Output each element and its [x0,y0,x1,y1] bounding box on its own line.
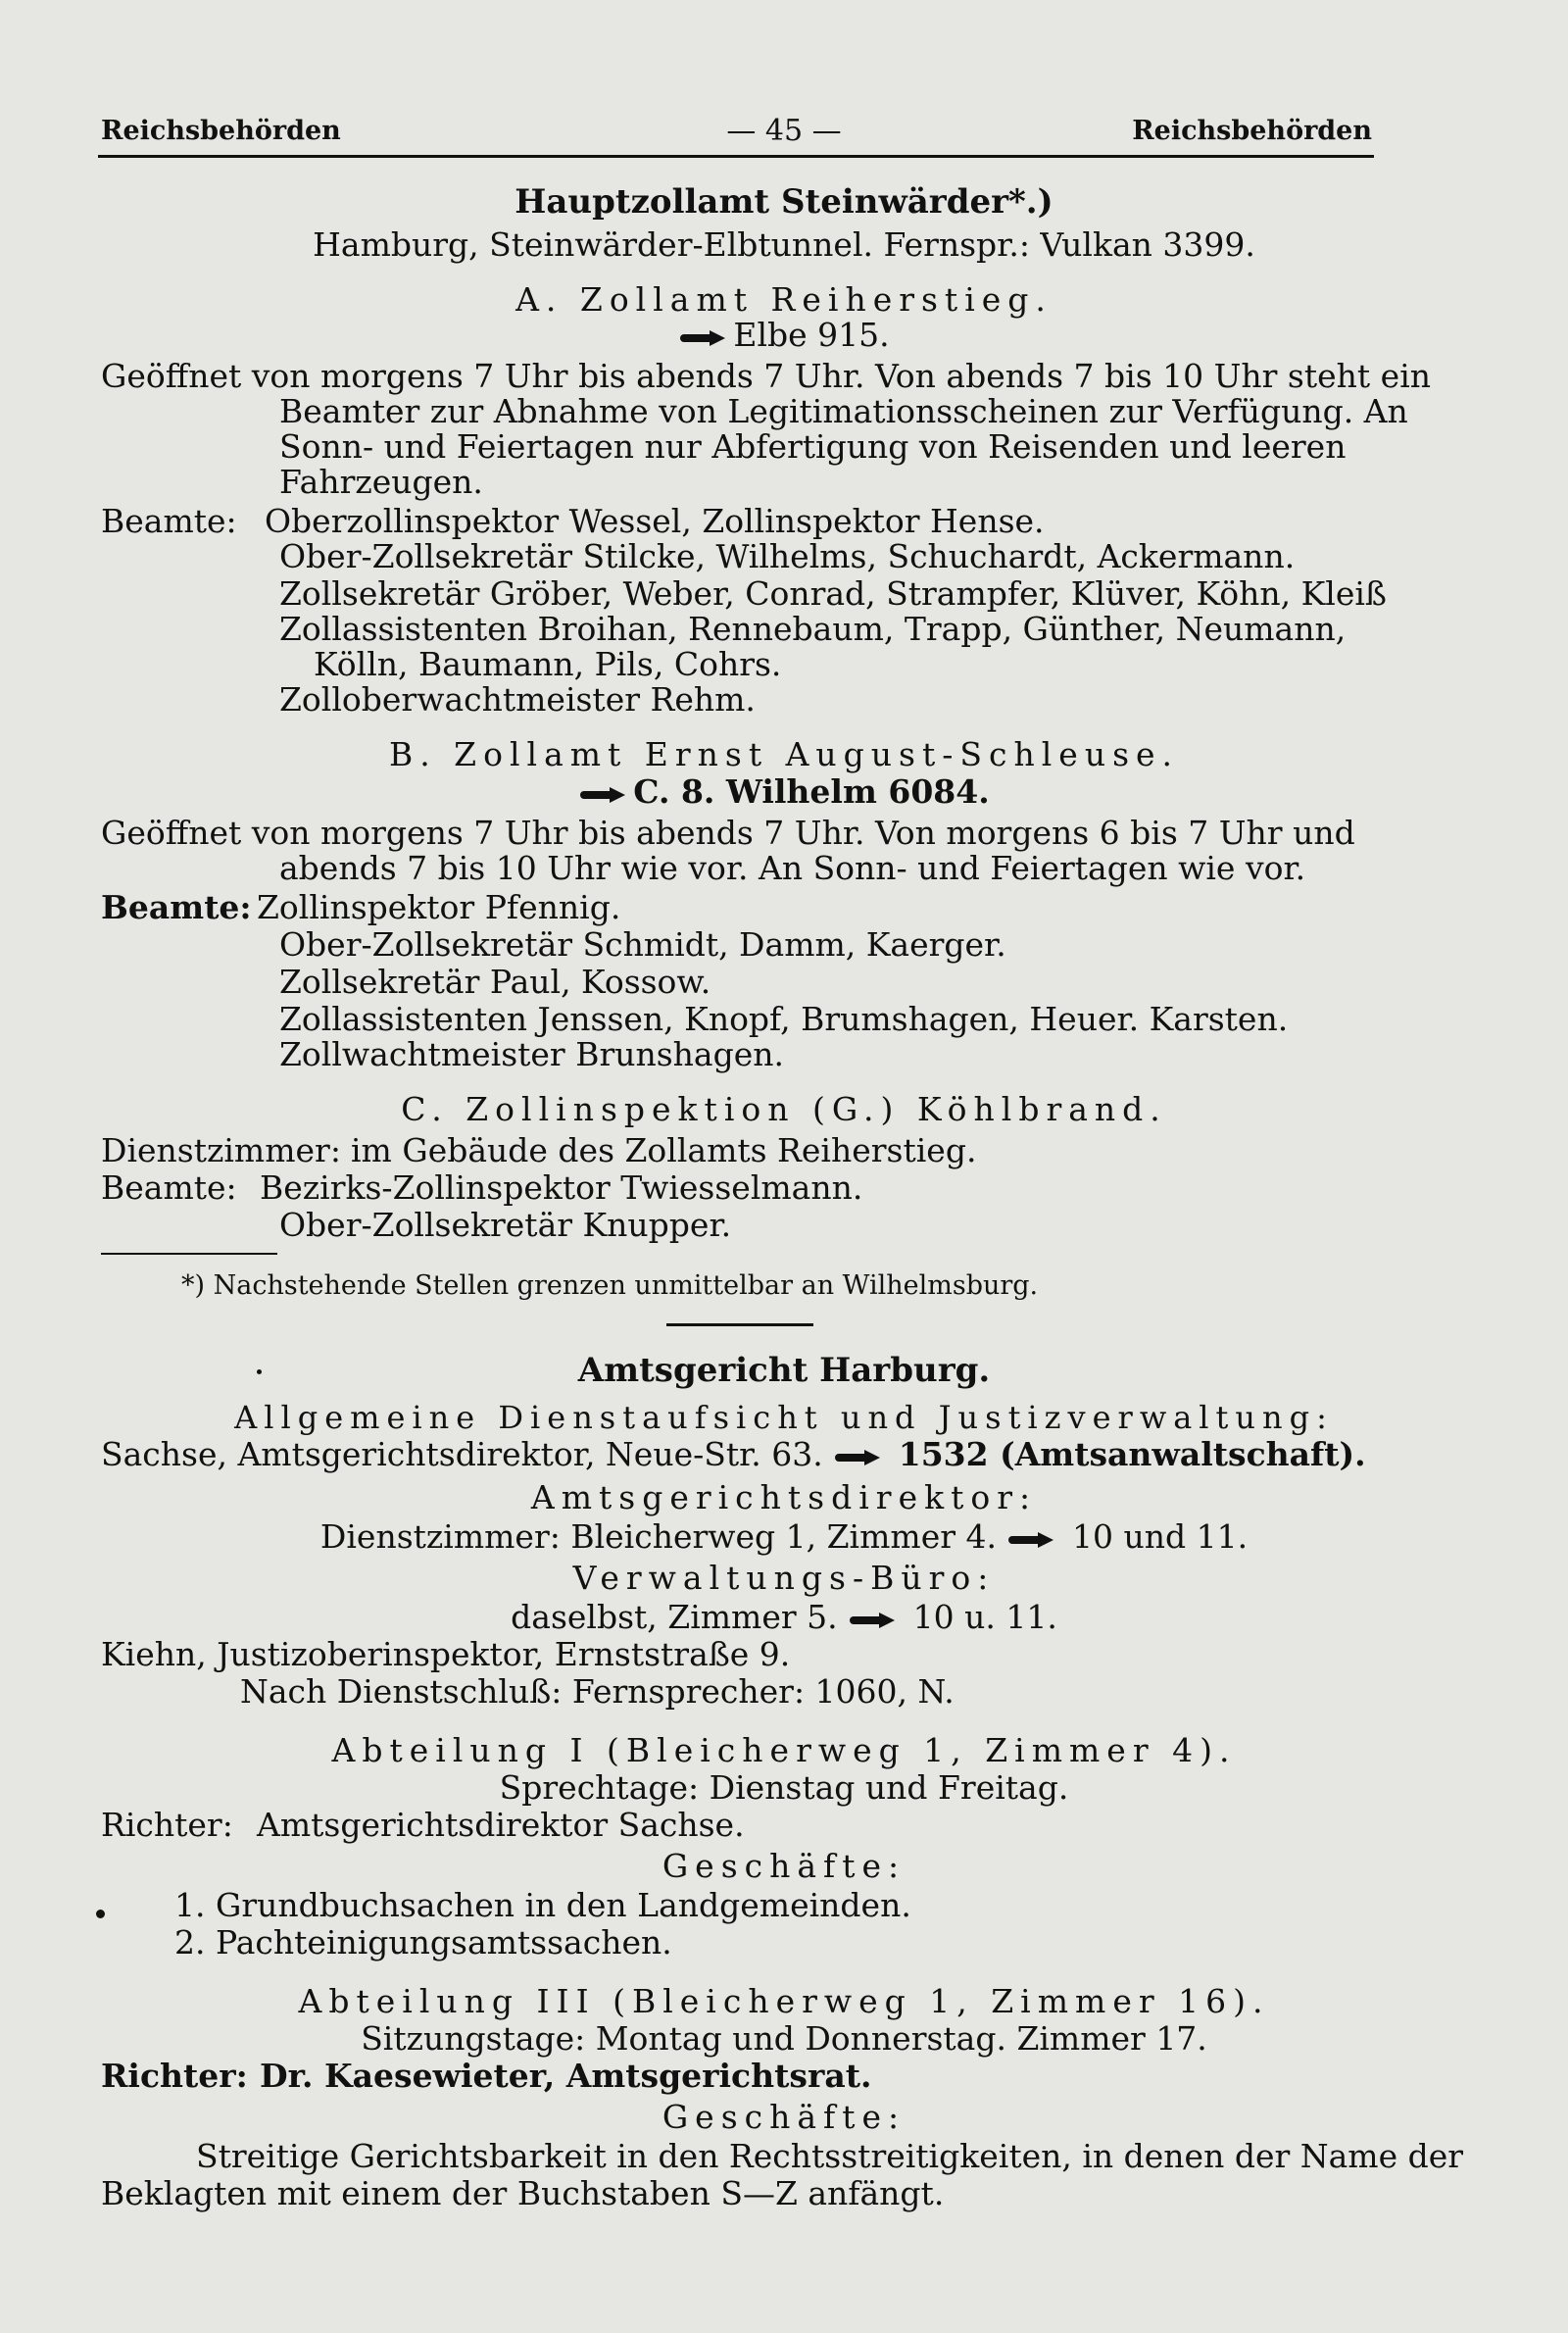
section-title-amtsgericht: Amtsgericht Harburg. [577,1351,991,1390]
staff-line: Zollsekretär Paul, Kossow. [279,963,711,1001]
hauptzollamt-address: Hamburg, Steinwärder-Elbtunnel. Fernspr.: Vulkan 3399. [313,225,1255,264]
nach-dienstschluss-line: Nach Dienstschluß: Fernsprecher: 1060, N. [240,1672,955,1711]
staff-line: Zollassistenten Jenssen, Knopf, Brumshagen, Heuer. Karsten. [279,1000,1289,1038]
geschaefte-heading: Geschäfte: [662,1847,906,1885]
speck-mark [96,1910,105,1918]
geschaefte-text-line: Beklagten mit einem der Buchstaben S—Z anfängt. [101,2174,945,2212]
zollamt-a-hours-line: Geöffnet von morgens 7 Uhr bis abends 7 Uhr. Von abends 7 bis 10 Uhr steht ein [101,357,1431,395]
staff-line: Ober-Zollsekretär Knupper. [279,1206,732,1244]
geschaefte-text-line: Streitige Gerichtsbarkeit in den Rechtsstreitigkeiten, in denen der Name der [196,2137,1464,2175]
sitzungstage-line: Sitzungstage: Montag und Donnerstag. Zimmer 17. [361,2019,1207,2058]
running-header-right: Reichsbehörden [1132,116,1372,146]
zollamt-a-hours-line: Sonn- und Feiertagen nur Abfertigung von Reisenden und leeren [279,427,1347,466]
section-title-hauptzollamt: Hauptzollamt Steinwärder*.) [514,182,1054,222]
beamte-label: Beamte: [101,502,237,540]
staff-line: Kölln, Baumann, Pils, Cohrs. [314,645,782,683]
richter-label: Richter: [101,2057,248,2095]
zollamt-b-heading: B. Zollamt Ernst August-Schleuse. [388,735,1180,773]
staff-line: Oberzollinspektor Wessel, Zollinspektor Hense. [265,502,1045,540]
abteilung-1-heading: Abteilung I (Bleicherweg 1, Zimmer 4). [331,1731,1237,1769]
beamte-label: Beamte: [101,888,252,926]
page-number: — 45 — [726,114,842,148]
staff-line: Zollsekretär Gröber, Weber, Conrad, Strampfer, Klüver, Köhn, Kleiß [279,574,1387,613]
buero-heading: Verwaltungs-Büro: [572,1559,996,1597]
zollamt-b-hours-line: abends 7 bis 10 Uhr wie vor. An Sonn- und Feiertagen wie vor. [279,849,1306,887]
staff-line: Zollinspektor Pfennig. [257,888,621,926]
header-rule [98,155,1374,158]
geschaefte-heading: Geschäfte: [662,2098,906,2136]
buero-line: daselbst, Zimmer 5. 10 u. 11. [511,1598,1057,1636]
direktor-heading: Amtsgerichtsdirektor: [530,1478,1038,1516]
telephone-arrow-icon [850,1613,897,1626]
telephone-arrow-icon [1008,1532,1055,1546]
aufsicht-line: Sachse, Amtsgerichtsdirektor, Neue-Str. 63. 1532 (Amtsanwaltschaft). [101,1435,1366,1473]
richter-value: Dr. Kaesewieter, Amtsgerichtsrat. [260,2057,872,2095]
richter-label: Richter: [101,1806,233,1844]
richter-value: Amtsgerichtsdirektor Sachse. [257,1806,745,1844]
staff-line: Zolloberwachtmeister Rehm. [279,680,756,719]
staff-line: Zollwachtmeister Brunshagen. [279,1035,784,1073]
staff-line: Bezirks-Zollinspektor Twiesselmann. [260,1168,863,1207]
telephone-arrow-icon [580,787,627,801]
footnote: *) Nachstehende Stellen grenzen unmittelbar an Wilhelmsburg. [181,1270,1039,1301]
section-divider [666,1323,813,1326]
list-item: 1. Grundbuchsachen in den Landgemeinden. [174,1886,911,1924]
zollinspektion-c-heading: C. Zollinspektion (G.) Köhlbrand. [401,1090,1167,1128]
beamte-label: Beamte: [101,1168,237,1207]
telephone-arrow-icon [680,330,727,344]
zollamt-a-hours-line: Beamter zur Abnahme von Legitimationsscheinen zur Verfügung. An [279,392,1408,430]
zollamt-a-hours-line: Fahrzeugen. [279,463,483,501]
abteilung-3-heading: Abteilung III (Bleicherweg 1, Zimmer 16). [298,1982,1270,2020]
staff-line: Ober-Zollsekretär Stilcke, Wilhelms, Schuchardt, Ackermann. [279,537,1296,575]
sprechtage-line: Sprechtage: Dienstag und Freitag. [499,1768,1069,1807]
dienstzimmer-value: im Gebäude des Zollamts Reiherstieg. [351,1131,977,1169]
zollamt-b-hours-line: Geöffnet von morgens 7 Uhr bis abends 7 Uhr. Von morgens 6 bis 7 Uhr und [101,814,1355,852]
staff-line: Zollassistenten Broihan, Rennebaum, Trapp, Günther, Neumann, [279,610,1347,648]
zollamt-a-phone: Elbe 915. [0,316,1568,355]
zollamt-a-heading: A. Zollamt Reiherstieg. [515,280,1053,319]
direktor-line: Dienstzimmer: Bleicherweg 1, Zimmer 4. 10 und 11. [319,1517,1249,1556]
kiehn-line: Kiehn, Justizoberinspektor, Ernststraße 9. [101,1635,791,1673]
aufsicht-heading: Allgemeine Dienstaufsicht und Justizverwaltung: [234,1399,1334,1436]
dienstzimmer-label: Dienstzimmer: [101,1131,341,1169]
footnote-rule [101,1253,277,1255]
list-item: 2. Pachteinigungsamtssachen. [174,1923,672,1961]
running-header-left: Reichsbehörden [101,116,341,146]
telephone-arrow-icon [835,1450,882,1464]
zollamt-b-phone: C. 8. Wilhelm 6084. [0,772,1568,812]
staff-line: Ober-Zollsekretär Schmidt, Damm, Kaerger. [279,925,1006,964]
